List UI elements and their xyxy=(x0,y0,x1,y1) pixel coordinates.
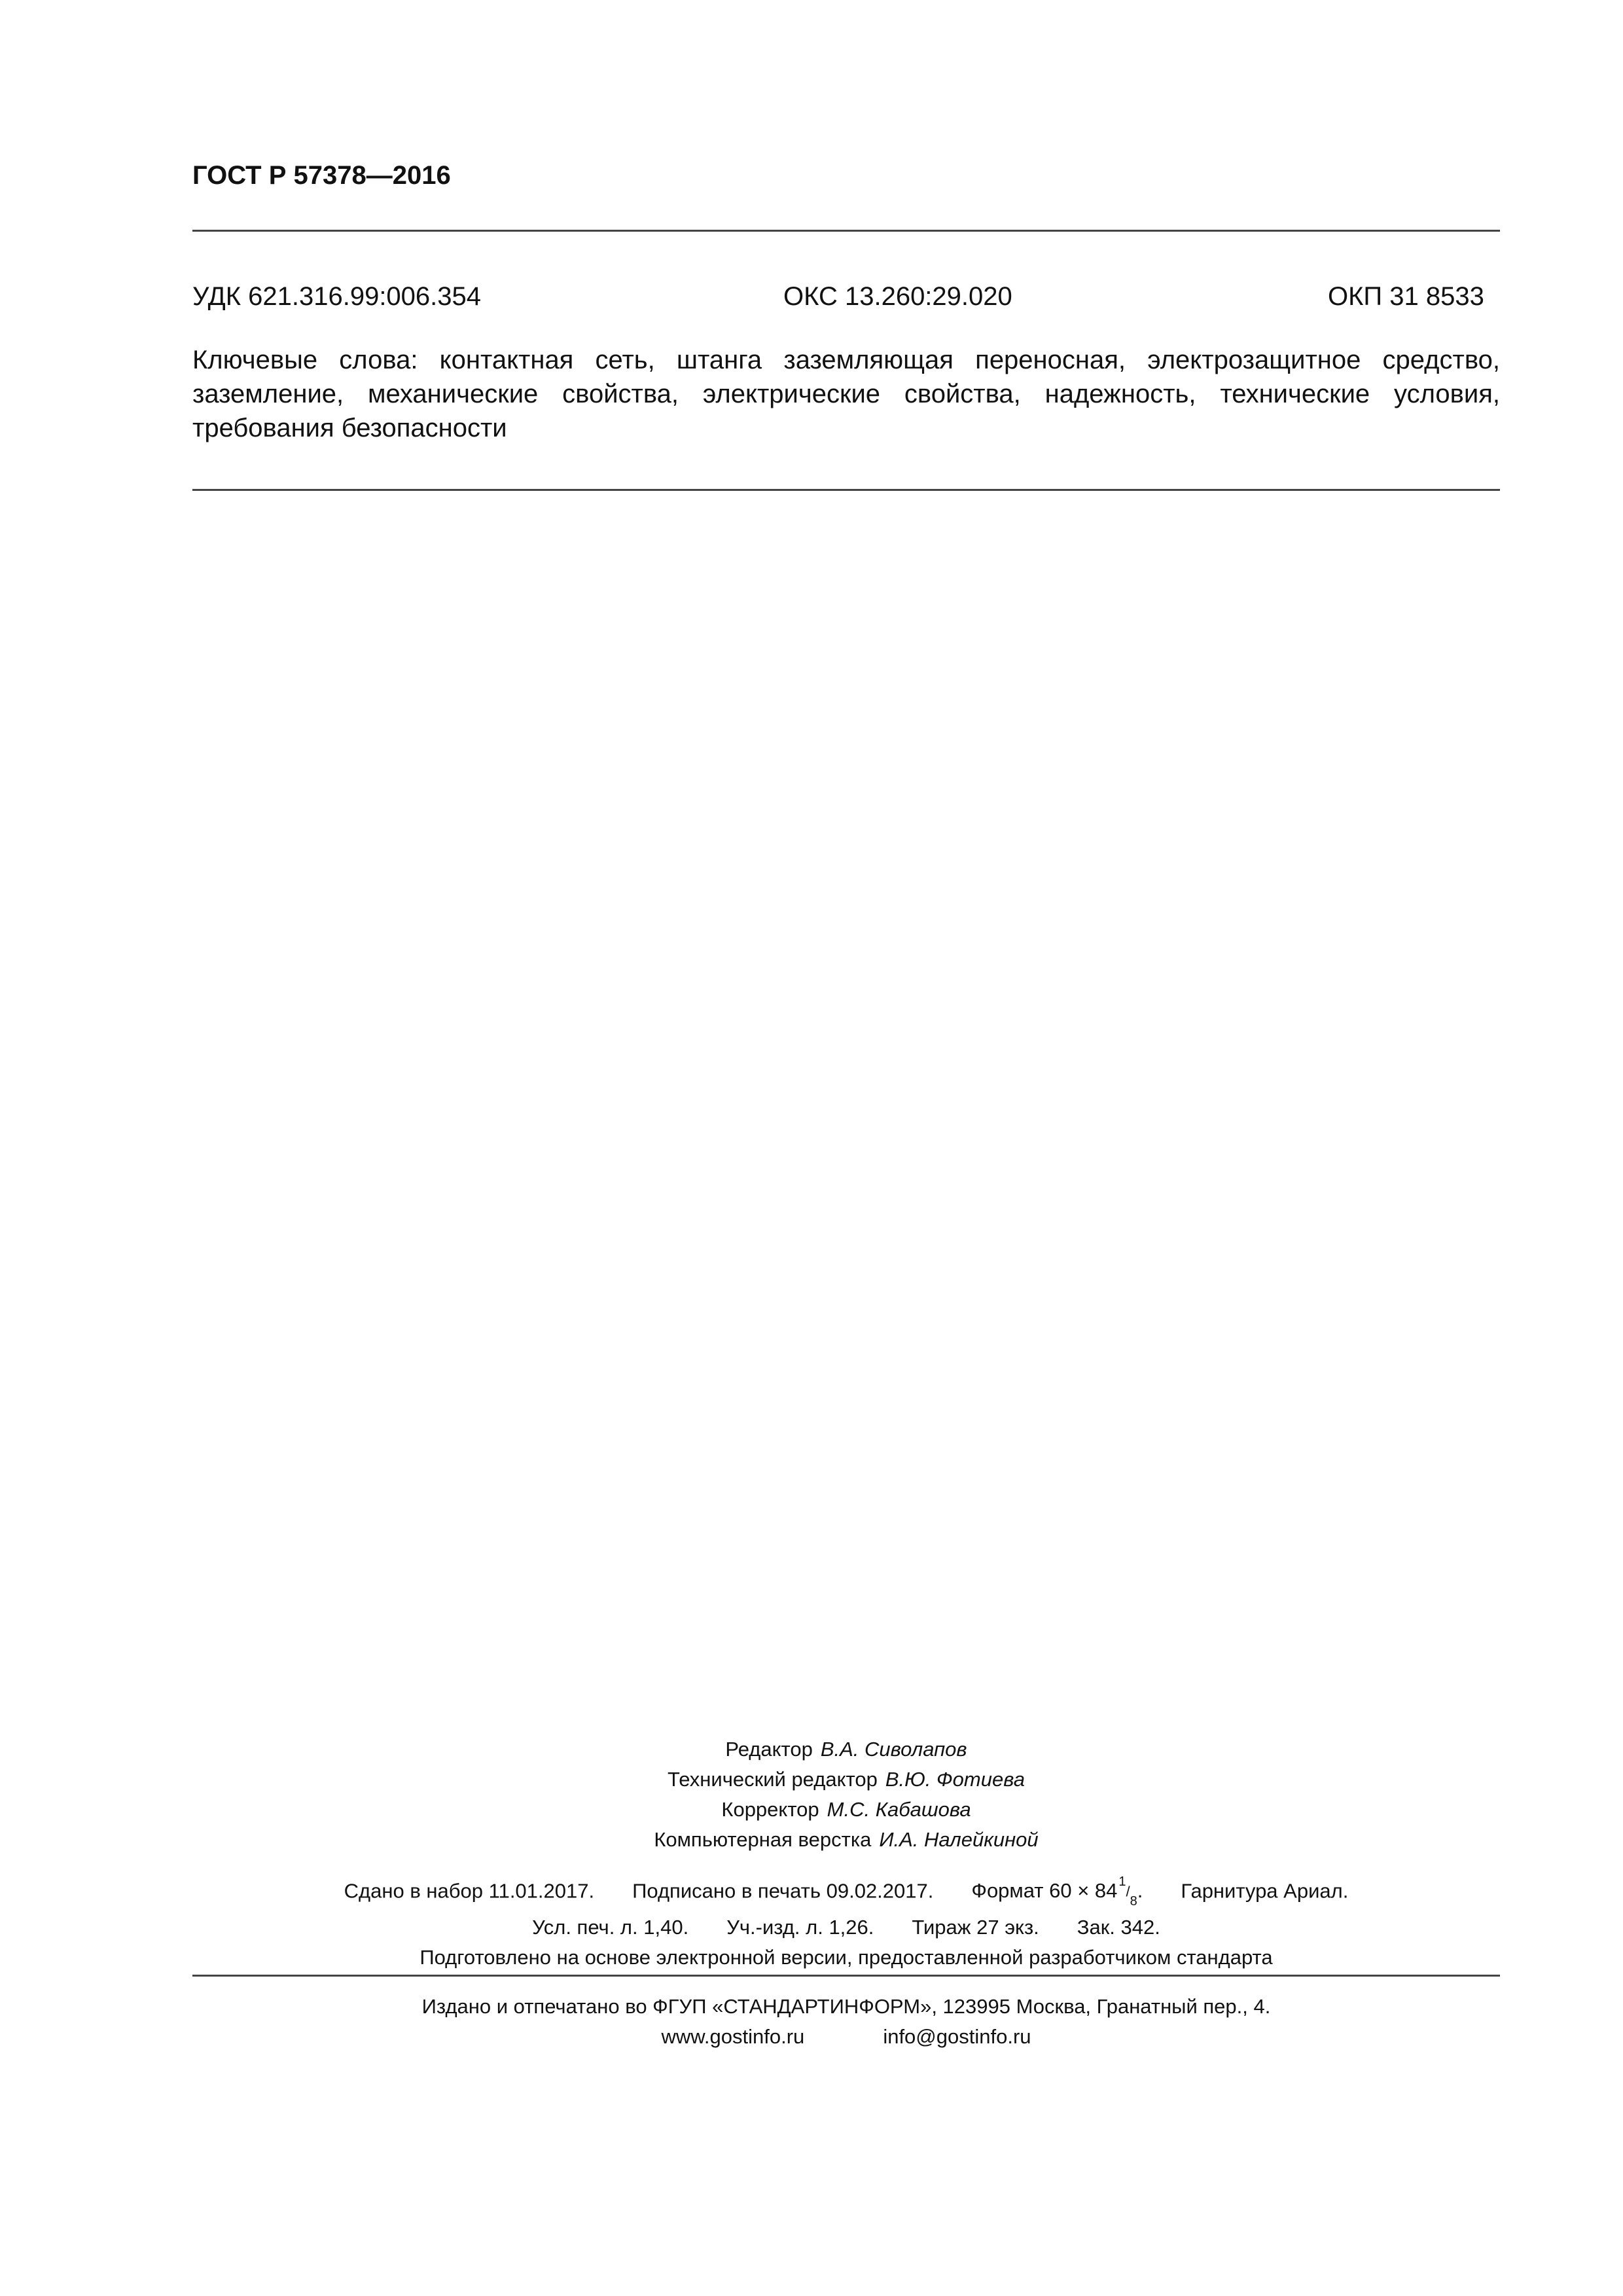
keywords-divider xyxy=(192,489,1500,491)
imprint-line-dates xyxy=(192,1873,1500,1912)
credit-name: В.Ю. Фотиева xyxy=(885,1768,1025,1791)
credit-role: Корректор xyxy=(721,1798,819,1821)
prepared-note: Подготовлено на основе электронной версии, предоставленной разработчиком стандарта xyxy=(419,1945,1273,1969)
credit-line xyxy=(192,1734,1500,1765)
credit-name: В.А. Сиволапов xyxy=(820,1738,967,1761)
credit-line xyxy=(192,1795,1500,1825)
credit-name: И.А. Налейкиной xyxy=(879,1828,1039,1851)
publisher-email[interactable]: info@gostinfo.ru xyxy=(883,2025,1031,2048)
submitted-date: Сдано в набор 11.01.2017. xyxy=(344,1879,595,1903)
circulation: Тираж 27 экз. xyxy=(912,1915,1039,1939)
order-number: Зак. 342. xyxy=(1077,1915,1160,1939)
imprint-line-sheets xyxy=(192,1912,1500,1943)
credit-role: Компьютерная верстка xyxy=(654,1828,872,1851)
credit-line xyxy=(192,1825,1500,1855)
imprint-block xyxy=(192,1873,1500,1973)
publisher-block xyxy=(192,1992,1500,2052)
publisher-sheets: Уч.-изд. л. 1,26. xyxy=(726,1915,874,1939)
credit-name: М.С. Кабашова xyxy=(827,1798,971,1821)
credit-line xyxy=(192,1765,1500,1795)
oks-code: ОКС 13.260:29.020 xyxy=(783,282,1012,311)
udk-code: УДК 621.316.99:006.354 xyxy=(192,282,482,311)
typeface: Гарнитура Ариал. xyxy=(1181,1879,1349,1903)
credit-role: Технический редактор xyxy=(668,1768,878,1791)
print-sheets: Усл. печ. л. 1,40. xyxy=(532,1915,689,1939)
publisher-line: Издано и отпечатано во ФГУП «СТАНДАРТИНФОРМ», 123995 Москва, Гранатный пер., 4. xyxy=(421,1995,1271,2018)
okp-code: ОКП 31 8533 xyxy=(1328,282,1484,311)
paper-format: Формат 60 × 84 $^1/_8$. xyxy=(971,1879,1143,1902)
imprint-divider xyxy=(192,1975,1500,1977)
document-title: ГОСТ Р 57378—2016 xyxy=(192,161,451,190)
format-fraction: $^1/_8$ xyxy=(1118,1874,1137,1909)
publisher-contacts xyxy=(192,2022,1500,2052)
keywords-paragraph: Ключевые слова: контактная сеть, штанга заземляющая переносная, электрозащитное средство, заземление, механические свойства, электрические свойства, надежность, технические условия, требования безопасности xyxy=(192,346,1500,442)
header-divider xyxy=(192,230,1500,232)
signed-date: Подписано в печать 09.02.2017. xyxy=(632,1879,934,1903)
editorial-credits xyxy=(192,1734,1500,1855)
publisher-website[interactable]: www.gostinfo.ru xyxy=(661,2025,805,2048)
credit-role: Редактор xyxy=(725,1738,813,1761)
